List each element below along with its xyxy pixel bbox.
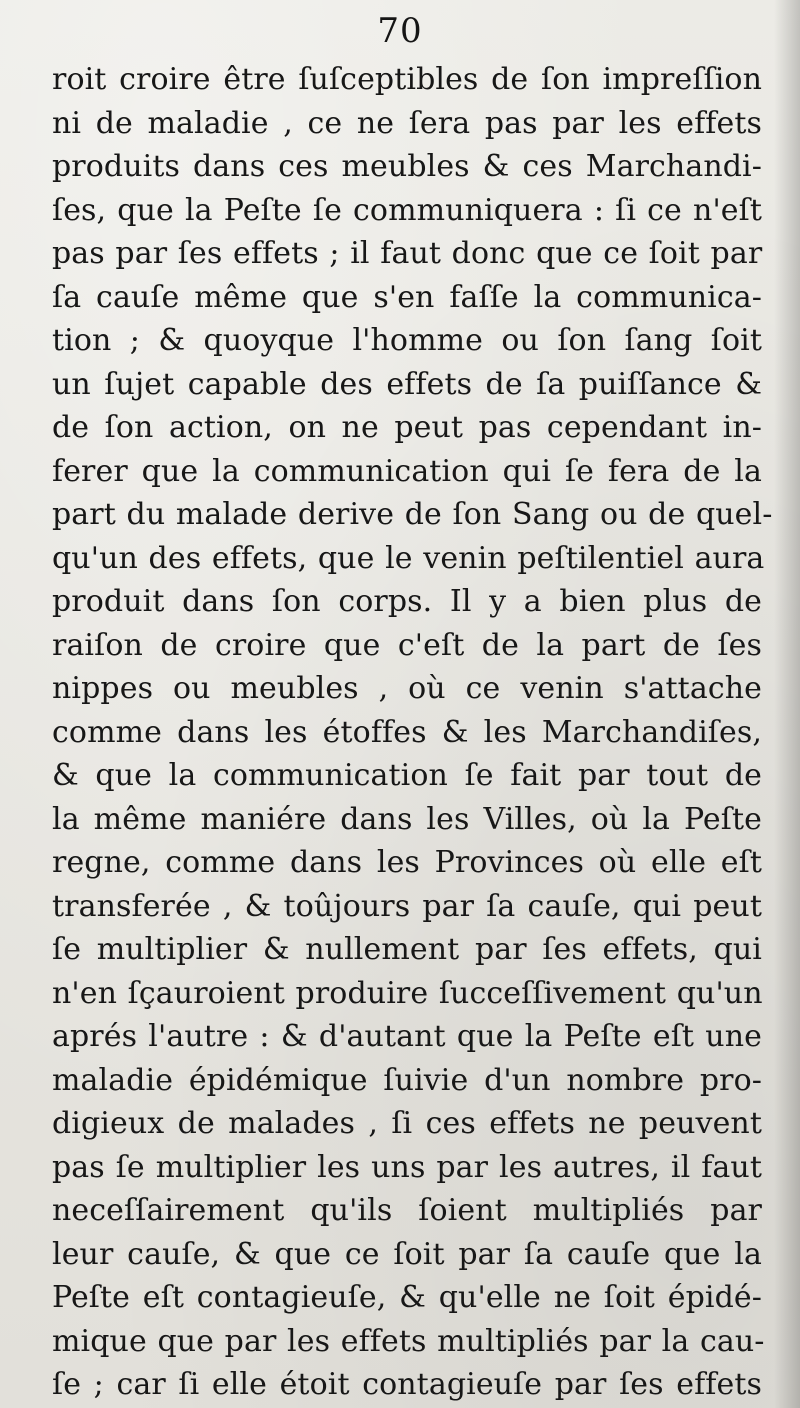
text-line: transferée , & toûjours par ſa cauſe, qui peut <box>52 888 762 924</box>
text-line: la même maniére dans les Villes, où la Peſte <box>52 801 762 837</box>
text-line: ferer que la communication qui ſe fera de la <box>52 453 762 489</box>
text-line: ni de maladie , ce ne ſera pas par les effets <box>52 105 762 141</box>
text-line: nippes ou meubles , où ce venin s'attache <box>52 671 762 706</box>
text-line: leur cauſe, & que ce ſoit par ſa cauſe que la <box>52 1236 762 1272</box>
body-text <box>52 58 773 1407</box>
text-line: mique que par les effets multipliés par la cau- <box>52 1323 765 1359</box>
text-line: ſa cauſe même que s'en faſſe la communica- <box>52 279 762 315</box>
text-line: pas ſe multiplier les uns par les autres, il faut <box>52 1149 762 1185</box>
text-line: regne, comme dans les Provinces où elle eſt <box>52 845 762 880</box>
text-line: n'en ſçauroient produire ſucceſſivement qu'un <box>52 975 763 1011</box>
text-line: digieux de malades , ſi ces effets ne peuvent <box>52 1106 762 1141</box>
page-number: 70 <box>377 11 423 51</box>
text-line: produits dans ces meubles & ces Marchandi- <box>52 149 762 184</box>
text-line: raiſon de croire que c'eſt de la part de ſes <box>52 627 762 663</box>
text-line: ſe multiplier & nullement par ſes effets, qui <box>52 932 762 967</box>
text-line: neceſſairement qu'ils ſoient multipliés par <box>52 1193 762 1228</box>
text-line: ſe ; car ſi elle étoit contagieuſe par ſes effets <box>52 1367 762 1402</box>
text-line: pas par ſes effets ; il faut donc que ce ſoit par <box>52 236 763 271</box>
text-line: produit dans ſon corps. Il y a bien plus de <box>52 584 762 619</box>
text-line: Peſte eſt contagieuſe, & qu'elle ne ſoit épidé- <box>52 1280 762 1315</box>
text-line: un ſujet capable des effets de ſa puiſſance & <box>52 366 762 402</box>
text-line: & que la communication ſe fait par tout de <box>52 758 762 793</box>
text-line: comme dans les étoffes & les Marchandiſes, <box>52 714 762 750</box>
text-line: de ſon action, on ne peut pas cependant in- <box>52 410 762 445</box>
text-line: maladie épidémique ſuivie d'un nombre pro- <box>52 1062 762 1098</box>
text-line: roit croire être ſuſceptibles de ſon impreſſion <box>52 62 762 97</box>
text-line: aprés l'autre : & d'autant que la Peſte eſt une <box>52 1019 762 1054</box>
page-edge-shadow <box>774 0 800 1408</box>
text-line: ſes, que la Peſte ſe communiquera : ſi ce n'eſt <box>52 192 762 228</box>
text-line: qu'un des effets, que le venin peſtilentiel aura <box>52 540 765 576</box>
text-line: tion ; & quoyque l'homme ou ſon ſang ſoit <box>52 323 762 358</box>
text-line: part du malade derive de ſon Sang ou de quel- <box>52 497 773 532</box>
